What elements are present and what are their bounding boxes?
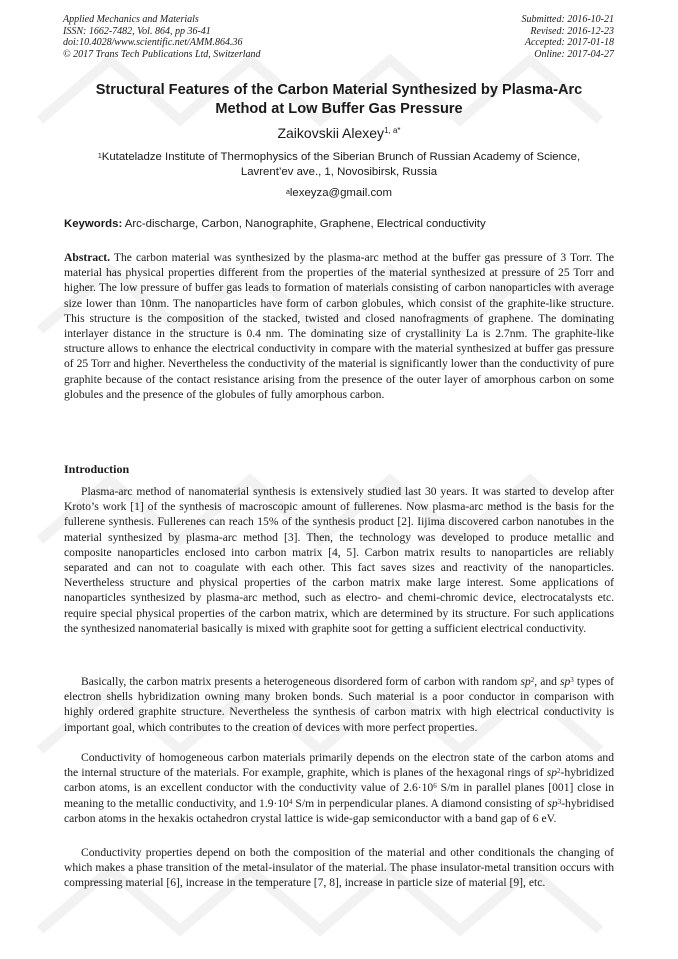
p2-sp-2: sp <box>559 675 571 688</box>
revised-date: Revised: 2016-12-23 <box>530 25 614 37</box>
p3-text-a: Conductivity of homogeneous carbon materials primarily depends on the electron state of the carbon atoms and the internal structure of the materials. For example, graphite, which is planes of the hexagonal rings of <box>64 751 614 780</box>
p3-sp-1: sp <box>546 766 558 780</box>
email-address: lexeyza@gmail.com <box>289 187 392 199</box>
intro-paragraph-3 <box>64 750 614 826</box>
intro-paragraph-4: Conductivity properties depend on both the composition of the material and other conditionals the changing of which makes a phase transition of the metal-insulator of the material. The phase insulator-metal transition occurs with compressing material [6], increase in the temperature [7, 8], increase in particle size of material [9], etc. <box>64 846 614 890</box>
affiliation-line-2: Lavrent’ev ave., 1, Novosibirsk, Russia <box>240 166 438 178</box>
accepted-date: Accepted: 2017-01-18 <box>524 37 614 48</box>
submitted-date: Submitted: 2016-10-21 <box>521 14 614 25</box>
p3-sp-2: sp <box>547 796 558 810</box>
intro-paragraph-1: Plasma-arc method of nanomaterial synthesis is extensively studied last 30 years. It was started to develop after Kroto’s work [1] of the synthesis of macroscopic amount of fullerenes. Now plasma-arc method is the basis for the fullerene synthesis. Fullerenes can reach 15% of the synthesis product [2]. Iijima discovered carbon nanotubes in the material synthesized by plasma-arc method [3]. Then, the technology was developed to produce metallic and composite nanoparticles enclosed into carbon matrix [4, 5]. Carbon matrix results to nanoparticles are reliably separated and can not to coagulate with each other. This fact saves sizes and reactivity of the nanoparticles. Nevertheless structure and physical properties of the carbon matrix make large interest. Some applications of nanoparticles synthesized by plasma-arc method, such as electro- and chemi-chromic device, electrocatalysts etc. require special physical properties of the carbon matrix, which are determined by its structure. For such applications the synthesized nanomaterial basically is mixed with graphite soot for getting a sufficient electrical conductivity. <box>64 485 614 635</box>
p3-text-d: S/m in perpendicular planes. A diamond consisting of <box>292 796 548 810</box>
intro-paragraph-2 <box>64 674 614 735</box>
author-mark: 1, a* <box>384 126 401 135</box>
p2-sup-2: 3 <box>570 676 574 684</box>
abstract-text: The carbon material was synthesized by the plasma-arc method at the buffer gas pressure of 3 Torr. The material has physical properties different from the properties of the material synthesized at pressure of 25 Torr and higher. The low pressure of buffer gas leads to formation of materials consisting of carbon nanoparticles with average size lower than 10nm. The nanoparticles have form of carbon globules, which consist of the graphite-like structure. This structure is the composition of the stacked, twisted and closed nanofragments of graphene. The dominating interlayer distance in the structure is 0.4 nm. The dominating size of crystallinity La is 2.7nm. The graphite-like structure allows to enhance the electrical conductivity in compare with the material synthesized at buffer gas pressure of 25 Torr and higher. Nevertheless the conductivity of the material is significantly lower than the conductivity of pure graphite because of the contact resistance arising from the presence of the outer layer of amorphous carbon on some globules and the presence of the globules of fully amorphous carbon. <box>64 251 614 401</box>
introduction-heading: Introduction <box>64 462 130 476</box>
online-date: Online: 2017-04-27 <box>534 48 614 60</box>
p3-text-b: -hybridized carbon atoms, is an excellent conductor with the conductivity value of 2.6·10 <box>64 766 614 795</box>
email-mark: a <box>286 189 290 196</box>
p2-text-a: Basically, the carbon matrix presents a heterogeneous disordered form of carbon with random <box>81 675 521 688</box>
copyright-line: © 2017 Trans Tech Publications Ltd, Switzerland <box>63 48 261 60</box>
p3-text-c: S/m in parallel planes [001] close in meaning to the metallic conductivity, and 1.9·10 <box>64 781 614 810</box>
affiliation-line-1: Kutateladze Institute of Thermophysics of the Siberian Brunch of Russian Academy of Science, <box>101 151 581 163</box>
title-line-2: Method at Low Buffer Gas Pressure <box>215 101 463 117</box>
abstract-label: Abstract. <box>64 251 111 264</box>
p2-sp-1: sp <box>520 675 531 688</box>
p3-sup-1: 2 <box>557 767 561 776</box>
p3-sup-3: 4 <box>288 797 293 806</box>
p2-sup-1: 2 <box>530 676 535 684</box>
journal-name: Applied Mechanics and Materials <box>63 14 199 25</box>
p2-text-c: types of electron shells hybridization owning many broken bonds. Such material is a poor conductor in comparison with highly ordered graphite structure. Nevertheless the synthesis of carbon matrix with high electrical conductivity is important goal, which contributes to the creation of devices with more perfect properties. <box>64 675 614 734</box>
affiliation <box>60 150 618 180</box>
affiliation-mark: 1 <box>97 153 102 160</box>
author-line <box>60 124 618 142</box>
p3-text-e: -hybridised carbon atoms in the hexakis octahedron crystal lattice is wide-gap semiconductor with a band gap of 6 eV. <box>64 796 614 825</box>
doi-line: doi:10.4028/www.scientific.net/AMM.864.36 <box>63 37 243 48</box>
issn-line: ISSN: 1662-7482, Vol. 864, pp 36-41 <box>63 25 211 37</box>
author-name: Zaikovskii Alexey <box>277 125 385 141</box>
keywords-label: Keywords: <box>64 218 123 230</box>
p3-sup-2: 6 <box>433 782 437 791</box>
abstract <box>64 250 614 402</box>
header-right <box>522 14 615 60</box>
keywords <box>64 217 624 232</box>
p2-text-b: , and <box>534 675 560 688</box>
paper-title <box>60 81 618 119</box>
author-email <box>60 186 618 201</box>
keywords-text: Arc-discharge, Carbon, Nanographite, Graphene, Electrical conductivity <box>122 218 486 230</box>
header-left <box>63 14 261 60</box>
p3-sup-4: 3 <box>557 797 562 806</box>
title-line-1: Structural Features of the Carbon Material Synthesized by Plasma-Arc <box>95 82 583 98</box>
